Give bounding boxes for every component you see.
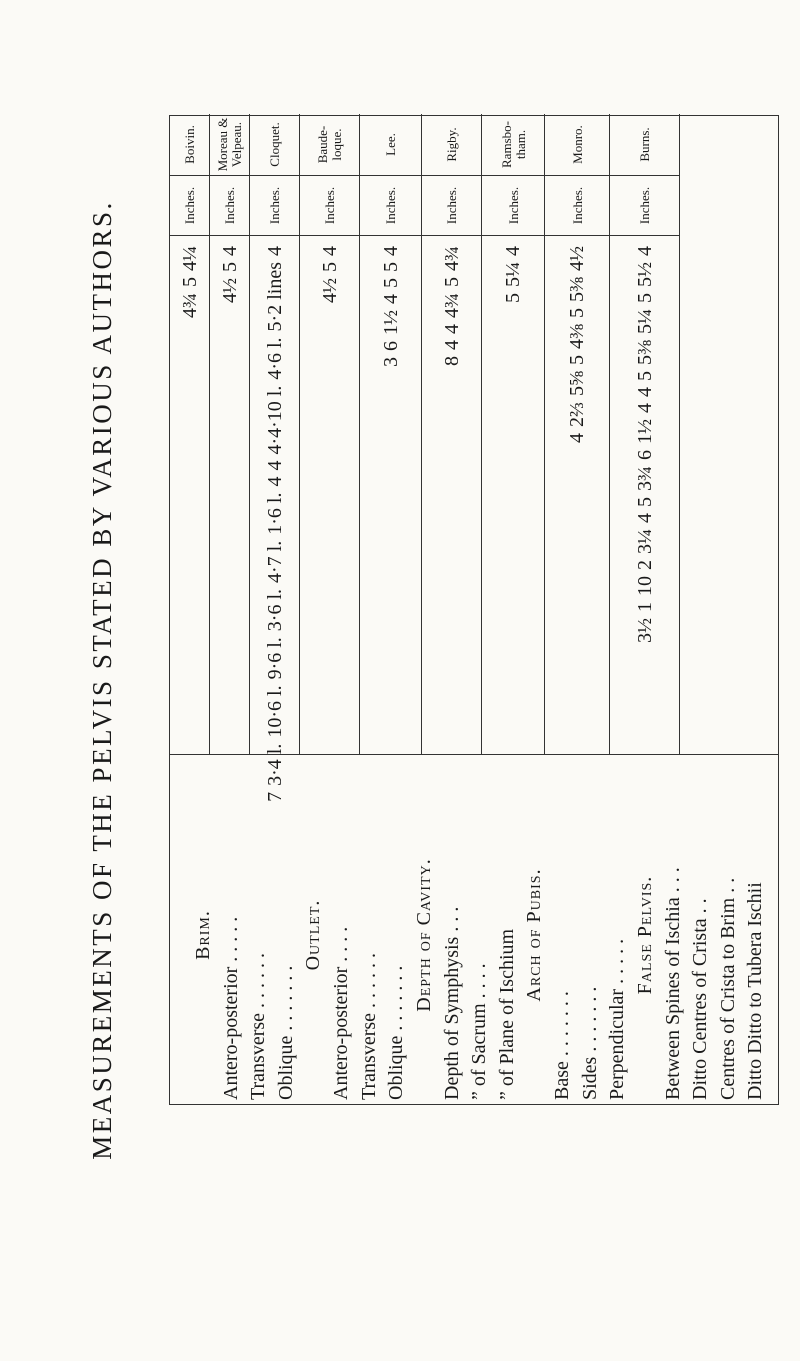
section-outlet: Outlet. — [302, 899, 325, 971]
measurement-value: 4 — [633, 387, 656, 397]
measurement-value: 4⅜ — [566, 324, 588, 349]
row-labels — [680, 114, 800, 754]
row-label-outlet: Oblique . . . . . . . — [385, 965, 408, 1100]
author-name: Lee. — [360, 114, 422, 176]
measurement-value: 4 — [440, 340, 463, 350]
unit-label: Inches. — [210, 176, 250, 236]
unit-label: Inches. — [360, 176, 422, 236]
measurement-value: 5½ — [633, 262, 656, 287]
measurement-value: 5 — [566, 308, 588, 318]
unit-label: Inches. — [482, 176, 545, 236]
row-label-arch: Perpendicular . . . . . — [606, 938, 629, 1100]
measurement-value: 4 — [566, 433, 588, 443]
measurement-value: 4·4·10 l. — [263, 385, 286, 455]
measurement-value: 9·6 l. — [263, 637, 286, 680]
author-column — [210, 114, 250, 754]
measurement-value: 4·7 l. — [263, 540, 286, 583]
measurement-value: 5·2 lines — [263, 262, 286, 332]
measurement-values — [250, 246, 300, 802]
measurement-value: 2⅔ — [566, 402, 588, 427]
row-label-outlet: Transverse . . . . . . — [357, 952, 380, 1100]
measurement-value: 4¾ — [178, 293, 201, 318]
measurement-value: 4 — [318, 246, 341, 256]
measurement-value: 6 — [633, 450, 656, 460]
row-label-depth: ” of Plane of Ischium — [495, 928, 518, 1100]
row-label-false-pelvis: Ditto Centres of Crista . . — [689, 898, 712, 1100]
measurement-value: 5⅜ — [633, 340, 656, 365]
measurement-value: 4 — [379, 294, 402, 304]
measurement-value: 5 — [502, 293, 524, 303]
measurement-value: 4½ — [566, 246, 588, 271]
author-column — [360, 114, 422, 754]
author-column — [170, 114, 210, 754]
author-name: Boivin. — [170, 114, 210, 176]
measurement-value: 7 — [263, 791, 286, 802]
measurement-values — [545, 246, 610, 443]
measurement-value: 3¾ — [633, 466, 656, 491]
unit-label: Inches. — [300, 176, 360, 236]
measurement-value: 5⅝ — [566, 371, 588, 396]
measurement-values — [610, 246, 680, 643]
measurement-value: 10·6 l. — [263, 685, 286, 738]
measurement-value: 5 — [633, 293, 656, 303]
measurement-values — [360, 246, 422, 367]
measurement-value: 1·6 l. — [263, 492, 286, 535]
measurement-value: 5 — [633, 497, 656, 507]
measurement-value: 4 — [379, 246, 402, 256]
section-depth: Depth of Cavity. — [412, 858, 435, 1012]
measurement-value: 3 — [379, 357, 402, 367]
measurement-value: 4¾ — [440, 246, 463, 271]
measurement-value: 4 — [633, 403, 656, 413]
measurement-value: 6 — [379, 341, 402, 351]
author-name: Cloquet. — [250, 114, 300, 176]
author-name: Burns. — [610, 114, 680, 176]
measurement-values — [482, 246, 545, 303]
measurement-value: 3·6 l. — [263, 588, 286, 632]
measurement-value: 5 — [178, 277, 201, 287]
row-label-outlet: Antero-posterior . . . . — [330, 926, 353, 1100]
row-label-false-pelvis: Between Spines of Ischia . . . — [661, 867, 684, 1100]
measurement-value: 3·4 l. — [263, 743, 286, 786]
row-label-brim: Transverse . . . . . . — [247, 952, 270, 1100]
section-arch: Arch of Pubis. — [523, 868, 546, 1002]
measurement-value: 4½ — [218, 278, 241, 303]
measurement-value: 2 — [633, 560, 656, 570]
author-column — [300, 114, 360, 754]
measurement-value: 4¼ — [178, 246, 201, 271]
measurement-value: 3½ — [633, 618, 656, 643]
measurement-value: 4 — [218, 246, 241, 256]
row-label-depth: Depth of Symphysis . . . — [440, 906, 463, 1100]
measurement-value: 5 — [440, 277, 463, 287]
author-column — [422, 114, 482, 754]
measurement-value: 5¼ — [633, 309, 656, 334]
measurement-value: 4 — [263, 246, 286, 256]
measurement-value: 5 — [318, 262, 341, 272]
measurement-value: 4 — [263, 460, 286, 471]
author-name: Rigby. — [422, 114, 482, 176]
author-column — [610, 114, 680, 754]
measurement-value: 4 — [502, 246, 524, 256]
measurement-value: 5¼ — [502, 262, 524, 287]
row-label-brim: Antero-posterior . . . . . — [219, 916, 242, 1100]
measurement-values — [170, 246, 210, 318]
author-column — [482, 114, 545, 754]
measurement-value: 8 — [440, 356, 463, 366]
row-label-arch: Sides . . . . . . . — [578, 986, 601, 1100]
unit-label: Inches. — [170, 176, 210, 236]
measurement-value: 4 — [263, 476, 286, 487]
measurement-value: 1 — [633, 602, 656, 612]
measurement-value: 1½ — [633, 419, 656, 444]
section-false-pelvis: False Pelvis. — [633, 875, 656, 995]
measurement-value: 10 — [633, 576, 656, 596]
measurement-value: 4 — [633, 246, 656, 256]
measurement-values — [422, 246, 482, 366]
page-title: MEASUREMENTS OF THE PELVIS STATED BY VARIOUS AUTHORS. — [87, 200, 117, 1160]
measurement-value: 5⅜ — [566, 277, 588, 302]
measurement-value: 4¾ — [440, 293, 463, 318]
unit-label: Inches. — [422, 176, 482, 236]
measurement-value: 4 — [440, 324, 463, 334]
measurement-values — [300, 246, 360, 303]
measurement-value: 5 — [633, 371, 656, 381]
unit-label: Inches. — [610, 176, 680, 236]
author-name: Baude-loque. — [300, 114, 360, 176]
measurement-value: 3¼ — [633, 529, 656, 554]
row-label-depth: ” of Sacrum . . . . — [468, 963, 491, 1100]
measurement-values — [210, 246, 250, 303]
measurement-value: 4 — [633, 513, 656, 523]
author-name: Monro. — [545, 114, 610, 176]
row-label-false-pelvis: Centres of Crista to Brim . . — [716, 877, 739, 1100]
author-name: Ramsbo-tham. — [482, 114, 545, 176]
unit-label: Inches. — [250, 176, 300, 236]
row-label-arch: Base . . . . . . . — [551, 991, 574, 1100]
measurement-value: 5 — [379, 278, 402, 288]
row-label-false-pelvis: Ditto Ditto to Tubera Ischii — [744, 882, 767, 1100]
measurement-value: 1½ — [379, 310, 402, 335]
author-name: Moreau & Velpeau. — [210, 114, 250, 176]
row-label-brim: Oblique . . . . . . . — [274, 965, 297, 1100]
author-column — [545, 114, 610, 754]
unit-label: Inches. — [545, 176, 610, 236]
section-brim: Brim. — [192, 910, 214, 960]
measurement-value: 5 — [218, 262, 241, 272]
rotated-table-body — [169, 115, 779, 802]
measurement-value: 5 — [566, 355, 588, 365]
measurement-value: 4·6 l. — [263, 337, 286, 380]
measurement-value: 4½ — [318, 278, 341, 303]
author-column — [250, 114, 300, 802]
measurement-value: 5 — [379, 262, 402, 272]
